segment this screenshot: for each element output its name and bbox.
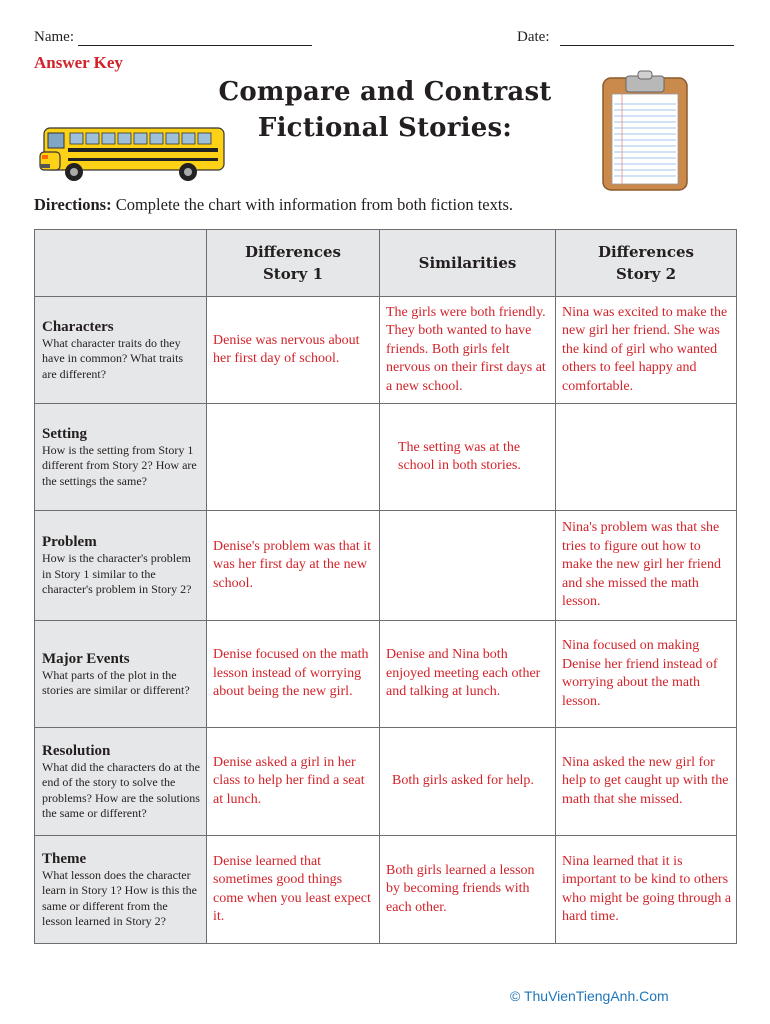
column-header-similarities: Similarities bbox=[380, 230, 556, 297]
clipboard-icon bbox=[600, 70, 690, 192]
table-row bbox=[35, 511, 737, 621]
cell-theme-story1[interactable]: Denise learned that sometimes good things come when you least expect it. bbox=[207, 836, 380, 944]
cell-setting-story1[interactable] bbox=[207, 404, 380, 511]
table-row bbox=[35, 836, 737, 944]
cell-problem-similar[interactable] bbox=[380, 511, 556, 621]
row-header-problem: Problem How is the character's problem in Story 1 similar to the character's problem in Story 2? bbox=[35, 511, 207, 621]
row-header-resolution: Resolution What did the characters do at the end of the story to solve the problems? How are the solutions the same or different? bbox=[35, 728, 207, 836]
cell-problem-story2[interactable]: Nina's problem was that she tries to figure out how to make the new girl her friend and she missed the math lesson. bbox=[556, 511, 737, 621]
cell-problem-story1[interactable]: Denise's problem was that it was her first day at the new school. bbox=[207, 511, 380, 621]
row-header-setting: Setting How is the setting from Story 1 different from Story 2? How are the settings the same? bbox=[35, 404, 207, 511]
cell-setting-similar[interactable]: The setting was at the school in both stories. bbox=[380, 404, 556, 511]
cell-characters-story1[interactable]: Denise was nervous about her first day of school. bbox=[207, 297, 380, 404]
name-label: Name: bbox=[34, 29, 74, 45]
table-row bbox=[35, 728, 737, 836]
corner-cell bbox=[35, 230, 207, 297]
page-title bbox=[200, 74, 570, 146]
column-header-story2: Differences Story 2 bbox=[556, 230, 737, 297]
table-header-row bbox=[35, 230, 737, 297]
directions bbox=[34, 195, 513, 215]
cell-characters-similar[interactable]: The girls were both friendly. They both wanted to have friends. Both girls felt nervous on their first days at a new school. bbox=[380, 297, 556, 404]
cell-major-events-similar[interactable]: Denise and Nina both enjoyed meeting each other and talking at lunch. bbox=[380, 621, 556, 728]
name-line[interactable] bbox=[78, 45, 312, 46]
date-line[interactable] bbox=[560, 45, 734, 46]
cell-setting-story2[interactable] bbox=[556, 404, 737, 511]
cell-theme-similar[interactable]: Both girls learned a lesson by becoming friends with each other. bbox=[380, 836, 556, 944]
cell-resolution-story1[interactable]: Denise asked a girl in her class to help her find a seat at lunch. bbox=[207, 728, 380, 836]
cell-resolution-similar[interactable]: Both girls asked for help. bbox=[380, 728, 556, 836]
title-line-1: Compare and Contrast bbox=[218, 77, 552, 107]
directions-label: Directions: bbox=[34, 195, 112, 214]
title-line-2: Fictional Stories: bbox=[257, 113, 513, 143]
row-header-major-events: Major Events What parts of the plot in the stories are similar or different? bbox=[35, 621, 207, 728]
row-header-characters: Characters What character traits do they have in common? What traits are different? bbox=[35, 297, 207, 404]
cell-theme-story2[interactable]: Nina learned that it is important to be kind to others who might be going through a hard time. bbox=[556, 836, 737, 944]
footer-credit[interactable]: © ThuVienTiengAnh.Com bbox=[510, 988, 669, 1004]
answer-key-label: Answer Key bbox=[34, 53, 123, 72]
cell-characters-story2[interactable]: Nina was excited to make the new girl her friend. She was the kind of girl who wanted others to feel happy and comfortable. bbox=[556, 297, 737, 404]
column-header-story1: Differences Story 1 bbox=[207, 230, 380, 297]
cell-resolution-story2[interactable]: Nina asked the new girl for help to get caught up with the math that she missed. bbox=[556, 728, 737, 836]
date-label: Date: bbox=[517, 29, 550, 45]
row-header-theme: Theme What lesson does the character learn in Story 1? How is this the same or different from the lesson learned in Story 2? bbox=[35, 836, 207, 944]
table-row bbox=[35, 297, 737, 404]
table-row bbox=[35, 621, 737, 728]
school-bus-icon bbox=[38, 124, 228, 186]
directions-text: Complete the chart with information from both fiction texts. bbox=[115, 195, 514, 214]
cell-major-events-story1[interactable]: Denise focused on the math lesson instead of worrying about being the new girl. bbox=[207, 621, 380, 728]
compare-contrast-chart bbox=[34, 229, 737, 944]
cell-major-events-story2[interactable]: Nina focused on making Denise her friend instead of worrying about the math lesson. bbox=[556, 621, 737, 728]
table-row bbox=[35, 404, 737, 511]
